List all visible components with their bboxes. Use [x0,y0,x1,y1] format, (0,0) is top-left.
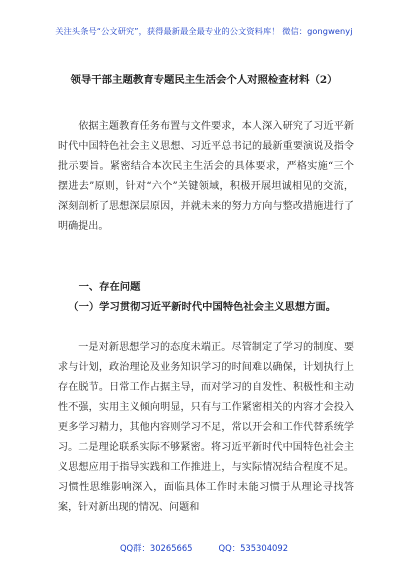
paragraph-1: 一是对新思想学习的态度未端正。尽管制定了学习的制度、要求与计划，政治理论及业务知识学习的时间难以确保，计划执行上存在脱节。日常工作占据主导，而对学习的自发性、积极性和主动性不强，实用主义倾向明显，只有与工作紧密相关的内容才会投入更多学习精力，其他内容则学习不足，常以开会和工作代替系统学习。 [58,342,354,453]
promo-banner: 关注头条号“公文研究”，获得最新最全最专业的公文资料库！ 微信：gongwenyj [55,26,353,36]
intro-paragraph: 依据主题教育任务布置与文件要求，本人深入研究了习近平新时代中国特色社会主义思想、习近平总书记的最新重要演说及指令批示要旨。紧密结合本次民主生活会的具体要求，严格实施“三个摆进去”原则，针对“六个”关键领域，积极开展坦诚相见的交流，深刻剖析了思想深层原因，并就未来的努力方向与整改措施进行了明确提出。 [58,121,354,232]
footer-contact [0,542,408,554]
footer-qq-number: QQ：535304092 [218,543,289,553]
document-body [58,117,354,237]
section-1 [58,277,354,297]
subsection-1-heading: （一）学习贯彻习近平新时代中国特色社会主义思想方面。 [68,301,337,313]
section-1-heading: 一、存在问题 [78,281,141,293]
document-title: 领导干部主题教育专题民主生活会个人对照检查材料（2） [70,74,338,86]
paragraph-2: 二是理论联系实际不够紧密。将习近平新时代中国特色社会主义思想应用于指导实践和工作推进上，与实际情况结合程度不足。习惯性思维影响深入，面临具体工作时未能习惯于从理论寻找答案，针对新出现的情况、问题和 [58,442,354,513]
paragraph-2-block [58,438,354,518]
footer-qq-group: QQ群：30265665 [119,543,193,553]
subsection-1 [58,297,354,317]
